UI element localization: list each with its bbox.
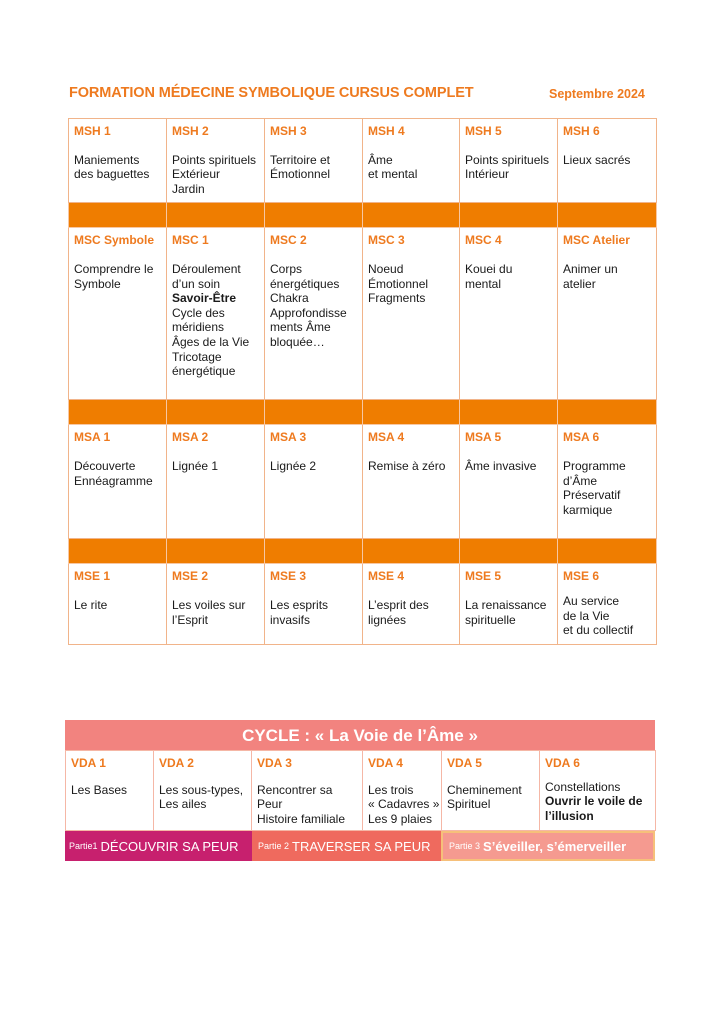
module-text: Kouei du	[465, 261, 513, 276]
date-label: Septembre 2024	[549, 87, 645, 101]
module-cell	[69, 119, 166, 188]
msc-row	[69, 228, 657, 400]
module-text: invasifs	[270, 612, 311, 627]
module-code: MSC 3	[368, 233, 405, 248]
separator-band	[69, 203, 657, 228]
cycle-code: VDA 4	[368, 756, 403, 770]
module-cell	[167, 564, 264, 633]
module-cell	[363, 228, 459, 311]
cycle-text: l’illusion	[545, 808, 594, 823]
module-text: Âme invasive	[465, 458, 537, 473]
module-text: l’Esprit	[172, 612, 209, 627]
cycle-code: VDA 1	[71, 756, 106, 770]
module-text: Symbole	[74, 276, 121, 291]
module-code: MSA 2	[172, 430, 209, 445]
module-text: Âges de la Vie	[172, 334, 250, 349]
module-cell	[558, 119, 656, 173]
cycle-code: VDA 2	[159, 756, 194, 770]
module-code: MSE 3	[270, 569, 307, 584]
module-text: Chakra	[270, 291, 309, 306]
module-text: Savoir-Être	[172, 291, 237, 306]
module-code: MSH 3	[270, 124, 307, 138]
module-cell	[460, 564, 557, 633]
module-code: MSA 1	[74, 430, 111, 445]
module-text: bloquée…	[270, 334, 325, 349]
page-title: FORMATION MÉDECINE SYMBOLIQUE CURSUS COMPLET	[69, 85, 474, 101]
module-text: Les esprits	[270, 597, 329, 612]
module-text: La renaissance	[465, 597, 547, 612]
curriculum-table	[68, 118, 657, 645]
module-code: MSC Symbole	[74, 233, 155, 248]
module-cell	[167, 119, 264, 202]
cycle-table	[65, 750, 656, 831]
part-2-banner	[252, 831, 441, 861]
module-code: MSA 6	[563, 430, 600, 445]
module-text: Au service	[563, 593, 620, 608]
module-text: Noeud	[368, 261, 404, 276]
module-text: Approfondisse	[270, 305, 347, 320]
module-text: Points spirituels	[465, 152, 550, 167]
module-text: spirituelle	[465, 612, 516, 627]
module-text: mental	[465, 276, 502, 291]
part-text: S’éveiller, s’émerveiller	[483, 838, 627, 854]
module-text: Préservatif	[563, 488, 621, 503]
module-text: lignées	[368, 612, 407, 627]
module-code: MSE 5	[465, 569, 502, 584]
module-cell	[69, 228, 166, 297]
module-text: Âme	[368, 152, 393, 167]
module-text: Remise à zéro	[368, 458, 446, 473]
cycle-text: Constellations	[545, 779, 621, 794]
module-code: MSH 5	[465, 124, 502, 138]
module-text: Territoire et	[270, 152, 331, 167]
cycle-cell	[442, 751, 540, 831]
module-text: et du collectif	[563, 623, 634, 638]
module-code: MSC 4	[465, 233, 502, 248]
module-text: Le rite	[74, 597, 108, 612]
cycle-cell	[540, 751, 656, 831]
module-text: Points spirituels	[172, 152, 257, 167]
module-code: MSC 1	[172, 233, 209, 248]
module-text: Tricotage	[172, 349, 222, 364]
module-text: de la Vie	[563, 608, 610, 623]
module-cell	[167, 425, 264, 479]
module-code: MSA 4	[368, 430, 405, 445]
mse-row	[69, 564, 657, 644]
module-text: Extérieur	[172, 167, 221, 182]
module-cell	[460, 228, 557, 297]
part-label: Partie 3	[449, 841, 481, 852]
module-text: Ennéagramme	[74, 473, 153, 488]
cycle-text: Les sous-types,	[159, 782, 244, 797]
part-label: Partie 2	[258, 841, 290, 852]
msa-row	[69, 425, 657, 539]
module-text: ments Âme	[270, 320, 331, 335]
module-text: Corps	[270, 261, 303, 276]
cycle-cell	[252, 751, 363, 831]
module-text: Les voiles sur	[172, 597, 246, 612]
module-cell	[363, 564, 459, 633]
module-code: MSC 2	[270, 233, 307, 248]
cycle-text: Les Bases	[71, 782, 128, 797]
cycle-text: Spirituel	[447, 797, 491, 812]
module-text: des baguettes	[74, 167, 150, 182]
module-cell	[363, 425, 459, 479]
module-cell	[460, 119, 557, 188]
module-text: d’un soin	[172, 276, 221, 291]
module-cell	[265, 119, 362, 188]
module-cell	[460, 425, 557, 479]
cycle-code: VDA 3	[257, 756, 292, 770]
module-cell	[558, 425, 656, 523]
part-3-banner	[441, 831, 655, 861]
module-cell	[265, 564, 362, 633]
module-code: MSA 5	[465, 430, 502, 445]
part-text: DÉCOUVRIR SA PEUR	[100, 838, 239, 854]
module-text: karmique	[563, 502, 613, 517]
cycle-section	[65, 720, 655, 861]
part-text: TRAVERSER SA PEUR	[292, 838, 431, 854]
cycle-code: VDA 6	[545, 756, 580, 770]
module-code: MSH 4	[368, 124, 405, 138]
module-text: Déroulement	[172, 261, 241, 276]
part-1-banner	[65, 831, 252, 861]
cycle-parts	[65, 831, 655, 861]
module-text: Découverte	[74, 458, 136, 473]
module-text: Maniements	[74, 152, 140, 167]
module-text: Lignée 1	[172, 458, 219, 473]
module-cell	[265, 228, 362, 355]
module-code: MSH 2	[172, 124, 209, 138]
cycle-text: Rencontrer sa	[257, 782, 333, 797]
cycle-text: Cheminement	[447, 782, 522, 797]
cycle-text: Les ailes	[159, 797, 207, 812]
module-text: Jardin	[172, 181, 205, 196]
cycle-text: « Cadavres »	[368, 797, 440, 812]
msh-row	[69, 119, 657, 203]
module-cell	[69, 564, 166, 618]
cycle-text: Peur	[257, 797, 283, 812]
cycle-cell	[66, 751, 154, 831]
module-text: Animer un	[563, 261, 618, 276]
module-cell	[265, 425, 362, 479]
cycle-cell	[154, 751, 252, 831]
module-cell	[167, 228, 264, 384]
module-text: Lieux sacrés	[563, 152, 631, 167]
module-code: MSE 4	[368, 569, 405, 584]
module-code: MSH 6	[563, 124, 600, 138]
separator-band	[69, 539, 657, 564]
module-code: MSE 6	[563, 569, 600, 584]
part-label: Partie1	[69, 841, 98, 852]
module-text: énergétique	[172, 364, 236, 379]
module-text: d’Âme	[563, 473, 598, 488]
module-cell	[558, 228, 656, 297]
cycle-code: VDA 5	[447, 756, 482, 770]
module-text: atelier	[563, 276, 596, 291]
module-text: Comprendre le	[74, 261, 154, 276]
module-text: Lignée 2	[270, 458, 317, 473]
module-text: Émotionnel	[368, 276, 429, 291]
module-text: Fragments	[368, 291, 426, 306]
cycle-text: Histoire familiale	[257, 811, 346, 826]
module-code: MSE 1	[74, 569, 111, 584]
module-code: MSE 2	[172, 569, 209, 584]
module-text: Émotionnel	[270, 167, 331, 182]
module-cell	[558, 564, 656, 643]
separator-band	[69, 400, 657, 425]
module-text: énergétiques	[270, 276, 340, 291]
module-code: MSC Atelier	[563, 233, 630, 248]
module-code: MSA 3	[270, 430, 307, 445]
cycle-text: Les 9 plaies	[368, 811, 433, 826]
module-text: Intérieur	[465, 167, 510, 182]
module-code: MSH 1	[74, 124, 111, 138]
cycle-cell	[363, 751, 442, 831]
module-cell	[363, 119, 459, 188]
cycle-title: CYCLE : « La Voie de l’Âme »	[65, 720, 655, 750]
cycle-text: Les trois	[368, 782, 414, 797]
module-text: méridiens	[172, 320, 225, 335]
module-text: Programme	[563, 458, 626, 473]
module-cell	[69, 425, 166, 494]
module-text: et mental	[368, 167, 418, 182]
cycle-text: Ouvrir le voile de	[545, 794, 643, 809]
module-text: Cycle des	[172, 305, 225, 320]
module-text: L’esprit des	[368, 597, 429, 612]
